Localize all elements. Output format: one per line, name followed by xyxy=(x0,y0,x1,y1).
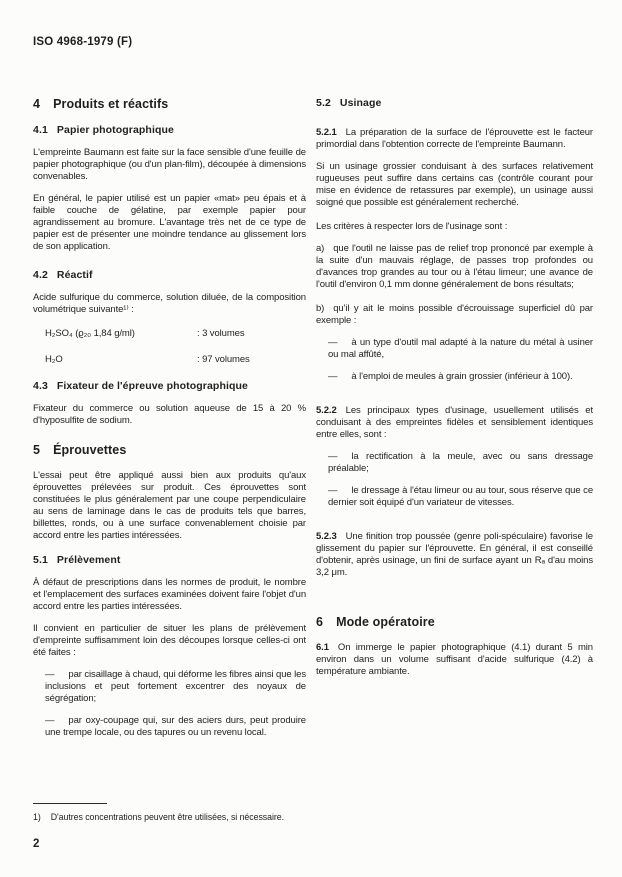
formula-substance: H₂O xyxy=(45,354,63,365)
list-item-text: par cisaillage à chaud, qui déforme les fibres ainsi que les inclusions et peut fortement excentrer des noyaux de ségrégation; xyxy=(45,669,306,704)
list-item xyxy=(316,485,593,509)
list-item xyxy=(33,669,306,705)
section-title: Prélèvement xyxy=(56,554,121,566)
section-title: Papier photographique xyxy=(56,124,174,136)
section-number: 4.2 xyxy=(33,269,48,281)
footnote-text: D'autres concentrations peuvent être utilisées, si nécessaire. xyxy=(50,812,285,822)
dash-bullet: — xyxy=(328,485,338,496)
item-text: que l'outil ne laisse pas de relief trop prononcé par exemple à la suite d'un mauvais réglage, de passes trop profondes ou d'avances trop grandes au tour ou à l'étau limeur; une avance de l'outil d'environ 0,1 mm donne généralement de bons résultats; xyxy=(316,243,593,290)
clause-text: Les principaux types d'usinage, usuellement utilisés et conduisant à des empreintes fidèles et sensiblement identiques entre elles, sont : xyxy=(316,405,593,440)
dash-bullet: — xyxy=(45,715,55,726)
section-title: Fixateur de l'épreuve photographique xyxy=(56,380,248,392)
list-item-text: par oxy-coupage qui, sur des aciers durs, peut produire une trempe locale, ou des tapures ou un revenu local. xyxy=(45,715,306,738)
item-text: qu'il y ait le moins possible d'écrouissage superficiel dû par exemple : xyxy=(316,303,593,326)
section-4-1-heading xyxy=(33,124,306,136)
formula-value: : 97 volumes xyxy=(197,354,250,365)
paragraph: Acide sulfurique du commerce, solution diluée, de la composition volumétrique suivante¹⁾ : xyxy=(33,292,306,315)
footnote-divider xyxy=(33,803,107,804)
list-item-text: la rectification à la meule, avec ou sans dressage préalable; xyxy=(328,451,593,474)
clause-number: 5.2.1 xyxy=(316,127,337,138)
list-item xyxy=(316,337,593,361)
paragraph: Il convient en particulier de situer les plans de prélèvement d'empreinte suffisamment loin des découpes lorsque celles-ci ont été faites : xyxy=(33,623,306,658)
formula-row-h2so4 xyxy=(33,328,306,340)
clause-text: La préparation de la surface de l'éprouvette est le facteur primordial dans l'obtention correcte de l'empreinte Baumann. xyxy=(316,127,593,150)
footnote xyxy=(33,812,333,823)
section-4-heading xyxy=(33,97,306,111)
section-number: 5 xyxy=(33,443,41,457)
document-header: ISO 4968-1979 (F) xyxy=(33,36,133,48)
clause-text: Une finition trop poussée (genre poli-spéculaire) favorise le glissement du papier sur l'éprouvette. En général, il est conseillé d'obtenir, après usinage, un fini de surface ayant un Rₐ d'au moins 3,2 μm. xyxy=(316,531,593,578)
section-number: 4.3 xyxy=(33,380,48,392)
list-item-text: le dressage à l'étau limeur ou au tour, sous réserve que ce dernier soit équipé d'un variateur de vitesses. xyxy=(328,485,593,508)
dash-bullet: — xyxy=(45,669,55,680)
page-number: 2 xyxy=(33,838,40,850)
list-item-a xyxy=(316,243,593,291)
clause-number: 5.2.3 xyxy=(316,531,337,542)
section-title: Réactif xyxy=(56,269,93,281)
section-title: Mode opératoire xyxy=(336,615,435,629)
section-number: 4.1 xyxy=(33,124,48,136)
paragraph-6-1 xyxy=(316,642,593,678)
paragraph: Fixateur du commerce ou solution aqueuse de 15 à 20 % d'hyposulfite de sodium. xyxy=(33,403,306,426)
paragraph-5-2-2 xyxy=(316,405,593,441)
paragraph: Les critères à respecter lors de l'usinage sont : xyxy=(316,221,508,232)
paragraph: L'empreinte Baumann est faite sur la face sensible d'une feuille de papier photographique (ou d'un plan-film), découpée à dimensions convenables. xyxy=(33,147,306,182)
section-title: Éprouvettes xyxy=(53,443,127,457)
dash-bullet: — xyxy=(328,337,338,348)
clause-number: 6.1 xyxy=(316,642,329,653)
item-label: b) xyxy=(316,303,325,314)
section-number: 4 xyxy=(33,97,41,111)
formula-substance: H₂SO₄ (ϱ₂₀ 1,84 g/ml) xyxy=(45,328,135,339)
section-6-heading xyxy=(316,615,593,629)
list-item-text: à l'emploi de meules à grain grossier (inférieur à 100). xyxy=(351,371,573,382)
clause-number: 5.2.2 xyxy=(316,405,337,416)
section-5-1-heading xyxy=(33,554,306,566)
dash-bullet: — xyxy=(328,451,338,462)
paragraph-5-2-1 xyxy=(316,127,593,151)
list-item-text: à un type d'outil mal adapté à la nature du métal à usiner ou mal affûté, xyxy=(328,337,593,360)
list-item xyxy=(33,715,306,739)
formula-value: : 3 volumes xyxy=(197,328,245,339)
section-number: 6 xyxy=(316,615,324,629)
item-label: a) xyxy=(316,243,325,254)
paragraph-5-2-3 xyxy=(316,531,593,579)
formula-row-h2o xyxy=(33,354,306,366)
column-left xyxy=(33,97,306,749)
section-4-3-heading xyxy=(33,380,306,392)
section-number: 5.1 xyxy=(33,554,48,566)
clause-text: On immerge le papier photographique (4.1) durant 5 min environ dans un volume suffisant d'acide sulfurique (4.2) à température ambiante. xyxy=(316,642,593,677)
section-5-heading xyxy=(33,443,306,457)
section-4-2-heading xyxy=(33,269,306,281)
paragraph: À défaut de prescriptions dans les normes de produit, le nombre et l'emplacement des surfaces examinées doivent faire l'objet d'un accord entre les parties intéressées. xyxy=(33,577,306,612)
section-title: Produits et réactifs xyxy=(53,97,169,111)
list-item xyxy=(316,371,593,383)
footnote-marker: 1) xyxy=(33,812,41,822)
list-item xyxy=(316,451,593,475)
paragraph: Si un usinage grossier conduisant à des surfaces relativement rugueuses peut suffire dans certains cas (contrôle courant pour mise en évidence de retassures par exemple), un usinage aussi soigné que possible est généralement recherché. xyxy=(316,161,593,208)
dash-bullet: — xyxy=(328,371,338,382)
paragraph: En général, le papier utilisé est un papier «mat» peu épais et à faible couche de gélatine, par exemple papier pour agrandissement au bromure. L'avantage très net de ce type de papier est de présenter une moindre tendance au glissement lors de son application. xyxy=(33,193,306,252)
paragraph: L'essai peut être appliqué aussi bien aux produits qu'aux éprouvettes prélevées sur produit. Ces éprouvettes sont constituées le plus généralement par une coupe perpendiculaire au sens de laminage dans le cas de produits tels que barres, billettes, ronds, ou à une surface convenablement choisie par accord entre les parties intéressées. xyxy=(33,470,306,541)
column-right xyxy=(316,97,593,688)
section-number: 5.2 xyxy=(316,97,331,109)
list-item-b xyxy=(316,303,593,327)
section-5-2-heading xyxy=(316,97,593,109)
section-title: Usinage xyxy=(339,97,382,109)
